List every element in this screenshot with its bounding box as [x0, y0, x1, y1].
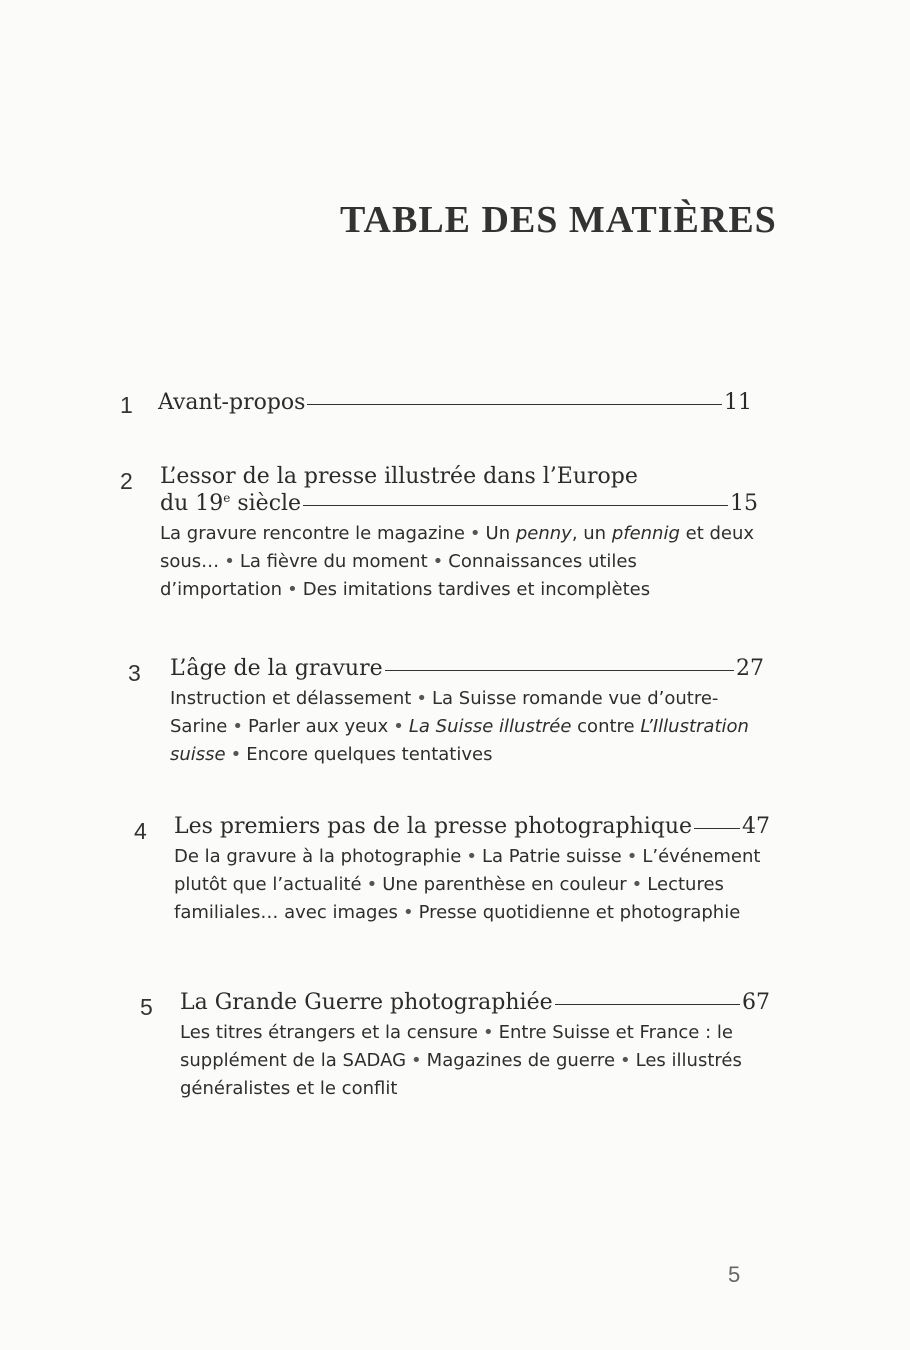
leader-line — [555, 1004, 740, 1005]
page-number: 11 — [724, 390, 752, 415]
chapter-title: La Grande Guerre photographiée — [180, 990, 553, 1015]
toc-entry-2 — [120, 464, 758, 604]
leader-line — [303, 505, 728, 506]
chapter-title: L’essor de la presse illustrée dans l’Europe — [160, 464, 638, 489]
toc-entry-5 — [140, 990, 770, 1103]
page-number: 27 — [736, 656, 764, 681]
leader-line — [385, 670, 734, 671]
chapter-title-cont: du 19e siècle — [160, 491, 302, 516]
chapter-number: 5 — [140, 994, 153, 1020]
chapter-title: L’âge de la gravure — [170, 656, 383, 681]
chapter-number: 1 — [120, 392, 133, 418]
chapter-title: Les premiers pas de la presse photographique — [174, 814, 693, 839]
toc-entry-1 — [120, 390, 752, 418]
page-folio: 5 — [728, 1262, 741, 1287]
toc-entry-4 — [134, 814, 770, 927]
chapter-summary: La gravure rencontre le magazine • Un penny, un pfennig et deux sous… • La fièvre du moment • Connaissances utiles d’importation • Des imitations tardives et incomplètes — [160, 523, 755, 600]
leader-line — [694, 828, 740, 829]
page-number: 15 — [730, 491, 758, 516]
chapter-number: 2 — [120, 468, 133, 494]
page-number: 47 — [742, 814, 770, 839]
chapter-summary: Les titres étrangers et la censure • Entre Suisse et France : le supplément de la SADAG • Magazines de guerre • Les illustrés généralistes et le conflit — [180, 1022, 742, 1099]
chapter-title: Avant-propos — [158, 390, 306, 415]
toc-entry-3 — [128, 656, 764, 769]
chapter-number: 4 — [134, 818, 147, 844]
chapter-summary: De la gravure à la photographie • La Patrie suisse • L’événement plutôt que l’actualité • Une parenthèse en couleur • Lectures familiales… avec images • Presse quotidienne et photographie — [174, 846, 761, 923]
chapter-summary: Instruction et délassement • La Suisse romande vue d’outre-Sarine • Parler aux yeux • La Suisse illustrée contre L’Illustration suisse • Encore quelques tentatives — [170, 688, 749, 765]
page-title: TABLE DES MATIÈRES — [340, 199, 777, 241]
page-number: 67 — [742, 990, 770, 1015]
leader-line — [307, 404, 722, 405]
chapter-number: 3 — [128, 660, 141, 686]
